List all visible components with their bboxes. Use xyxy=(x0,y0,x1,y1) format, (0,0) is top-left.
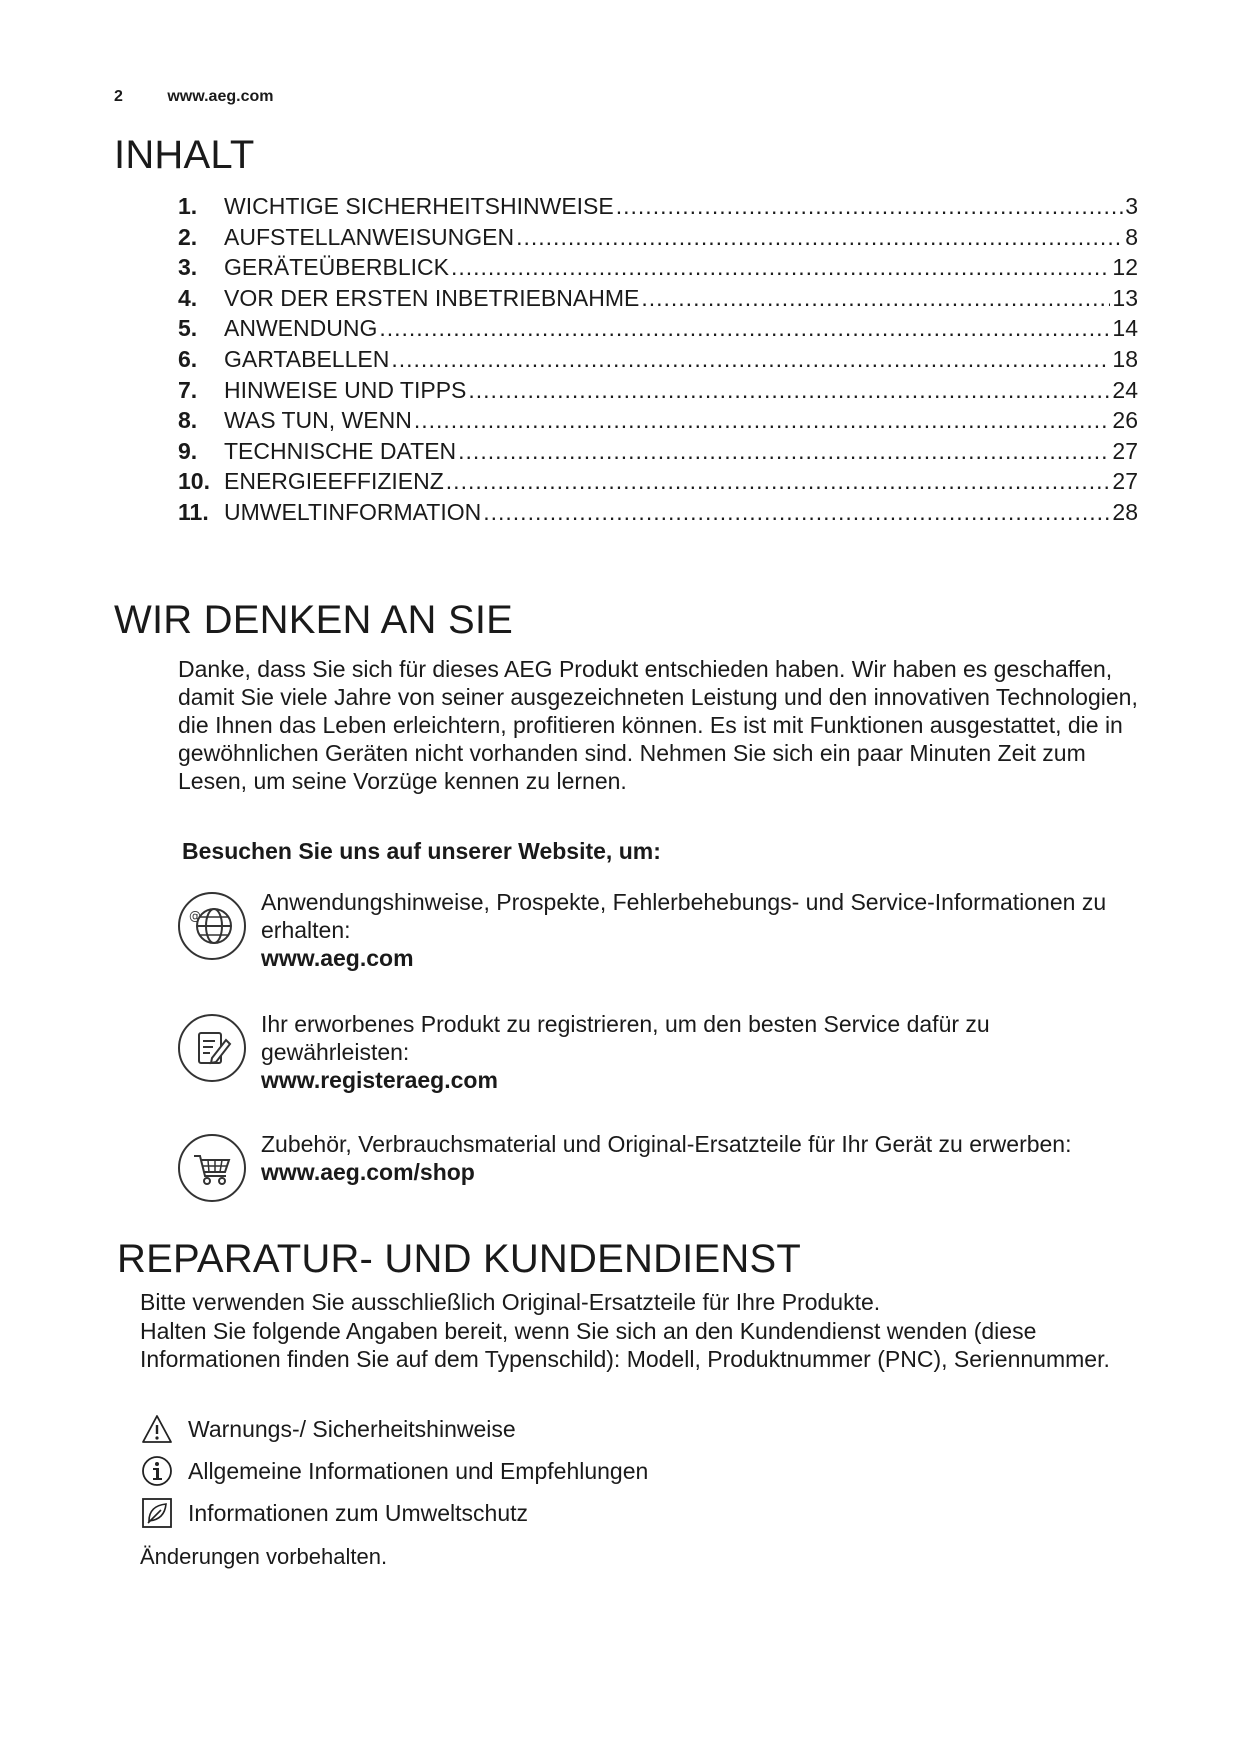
web-item-support xyxy=(178,888,1138,972)
toc-number: 7. xyxy=(178,376,198,403)
toc-leader xyxy=(414,407,1111,434)
toc-leader xyxy=(616,193,1123,220)
toc-number: 3. xyxy=(178,254,198,281)
toc-item[interactable] xyxy=(178,377,1138,408)
toc-item[interactable] xyxy=(178,224,1138,255)
intro-paragraph: Danke, dass Sie sich für dieses AEG Produkt entschieden haben. Wir haben es geschaffen, damit Sie viele Jahre von seiner ausgezeichneten Leistung und den innovativen Technologien, die Ihnen das Leben erleichtern, profitieren können. Es ist mit Funktionen ausgestattet, die in gewöhnlichen Geräten nicht vorhanden sind. Nehmen Sie sich ein paar Minuten Zeit zum Lesen, um seine Vorzüge kennen zu lernen. xyxy=(178,656,1138,794)
toc-page: 27 xyxy=(1112,437,1138,464)
toc-item[interactable] xyxy=(178,346,1138,377)
toc-item[interactable] xyxy=(178,468,1138,499)
toc-title: HINWEISE UND TIPPS xyxy=(224,376,467,403)
web-item-text: Zubehör, Verbrauchsmaterial und Original-Ersatzteile für Ihr Gerät zu erwerben: xyxy=(261,1131,1072,1157)
toc-title: UMWELTINFORMATION xyxy=(224,498,482,525)
changes-note: Änderungen vorbehalten. xyxy=(140,1544,388,1569)
legend-environment xyxy=(140,1496,528,1530)
toc-leader xyxy=(391,346,1110,373)
toc-leader xyxy=(379,315,1110,342)
header-url[interactable]: www.aeg.com xyxy=(167,88,274,105)
toc-leader xyxy=(483,499,1110,526)
toc-page: 13 xyxy=(1112,284,1138,311)
toc-item[interactable] xyxy=(178,254,1138,285)
toc-page: 18 xyxy=(1112,345,1138,372)
shop-link[interactable]: www.aeg.com/shop xyxy=(261,1159,475,1185)
legend-warning xyxy=(140,1412,516,1446)
repair-title: REPARATUR- UND KUNDENDIENST xyxy=(117,1237,801,1281)
toc-page: 26 xyxy=(1112,407,1138,434)
toc-item[interactable] xyxy=(178,438,1138,469)
toc-title: ENERGIEEFFIZIENZ xyxy=(224,468,444,495)
globe-icon xyxy=(178,892,246,960)
shopping-cart-icon xyxy=(178,1134,246,1202)
svg-text:@: @ xyxy=(189,909,201,923)
toc-page: 8 xyxy=(1125,223,1138,250)
register-link[interactable]: www.registeraeg.com xyxy=(261,1067,498,1093)
toc-number: 4. xyxy=(178,284,198,311)
visit-heading: Besuchen Sie uns auf unserer Website, um: xyxy=(182,838,661,864)
toc-number: 2. xyxy=(178,223,198,250)
website-link[interactable]: www.aeg.com xyxy=(261,945,414,971)
web-item-text: Ihr erworbenes Produkt zu registrieren, um den besten Service dafür zu gewährleisten: xyxy=(261,1011,990,1065)
toc-title: WICHTIGE SICHERHEITSHINWEISE xyxy=(224,193,614,219)
warning-icon xyxy=(140,1412,174,1446)
legend-info xyxy=(140,1454,648,1488)
toc-item[interactable] xyxy=(178,193,1138,224)
toc-title: WAS TUN, WENN xyxy=(224,407,412,434)
toc-title: GARTABELLEN xyxy=(224,345,390,372)
legend-label: Warnungs-/ Sicherheitshinweise xyxy=(188,1415,516,1442)
toc-number: 9. xyxy=(178,437,198,464)
toc-number: 5. xyxy=(178,315,198,342)
thinking-title: WIR DENKEN AN SIE xyxy=(114,598,514,642)
repair-line: Bitte verwenden Sie ausschließlich Original-Ersatzteile für Ihre Produkte. xyxy=(140,1289,881,1315)
web-item-register xyxy=(178,1010,1138,1094)
toc-leader xyxy=(451,254,1110,281)
table-of-contents xyxy=(178,193,1138,530)
web-item-text: Anwendungshinweise, Prospekte, Fehlerbehebungs- und Service-Informationen zu erhalten: xyxy=(261,889,1107,943)
toc-leader xyxy=(458,438,1110,465)
repair-text xyxy=(140,1288,1180,1374)
environment-leaf-icon xyxy=(140,1496,174,1530)
toc-title: TECHNISCHE DATEN xyxy=(224,437,457,464)
toc-page: 24 xyxy=(1112,376,1138,403)
toc-title: AUFSTELLANWEISUNGEN xyxy=(224,223,515,250)
toc-number: 1. xyxy=(178,193,198,219)
toc-item[interactable] xyxy=(178,499,1138,530)
toc-number: 10. xyxy=(178,468,210,495)
register-icon xyxy=(178,1014,246,1082)
toc-number: 6. xyxy=(178,345,198,372)
page-number: 2 xyxy=(114,88,123,105)
toc-number: 8. xyxy=(178,407,198,434)
toc-item[interactable] xyxy=(178,315,1138,346)
toc-page: 27 xyxy=(1112,468,1138,495)
toc-title: ANWENDUNG xyxy=(224,315,378,342)
page-header xyxy=(114,88,273,106)
toc-page: 12 xyxy=(1112,254,1138,281)
toc-leader xyxy=(641,285,1110,312)
info-icon xyxy=(140,1454,174,1488)
toc-number: 11. xyxy=(178,498,209,525)
toc-title: VOR DER ERSTEN INBETRIEBNAHME xyxy=(224,284,640,311)
toc-page: 3 xyxy=(1125,193,1138,219)
repair-line: Halten Sie folgende Angaben bereit, wenn Sie sich an den Kundendienst wenden (diese Informationen finden Sie auf dem Typenschild): Modell, Produktnummer (PNC), Seriennummer. xyxy=(140,1317,1110,1372)
toc-item[interactable] xyxy=(178,407,1138,438)
toc-leader xyxy=(446,468,1111,495)
legend-label: Allgemeine Informationen und Empfehlungen xyxy=(188,1457,649,1484)
web-item-shop xyxy=(178,1130,1138,1202)
toc-title: GERÄTEÜBERBLICK xyxy=(224,254,449,281)
legend-label: Informationen zum Umweltschutz xyxy=(188,1499,529,1526)
toc-item[interactable] xyxy=(178,285,1138,316)
toc-page: 14 xyxy=(1112,315,1138,342)
toc-leader xyxy=(516,224,1123,251)
contents-title: INHALT xyxy=(114,133,255,177)
toc-leader xyxy=(468,377,1110,404)
toc-page: 28 xyxy=(1112,498,1138,525)
